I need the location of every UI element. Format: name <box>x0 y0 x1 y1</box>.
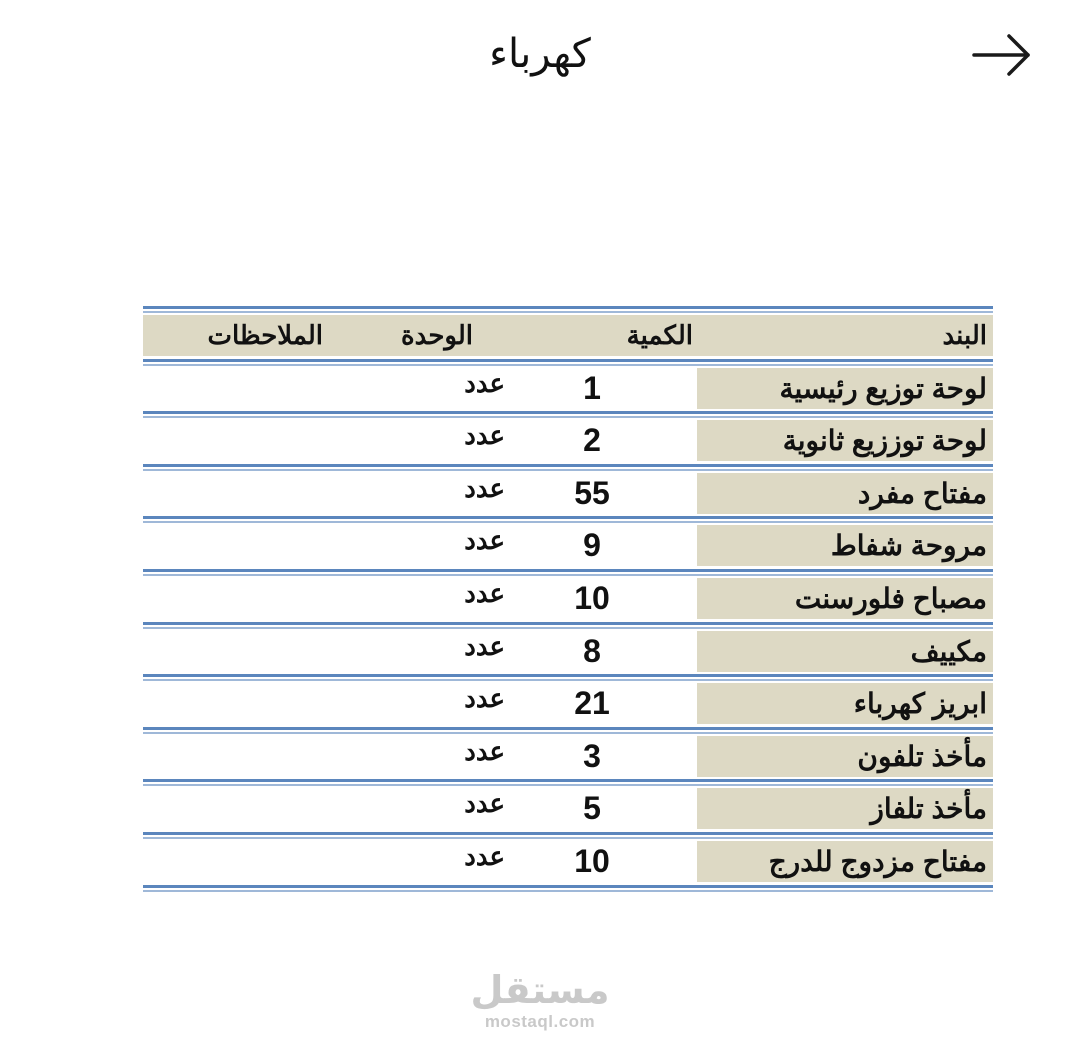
header-item: البند <box>697 315 993 356</box>
quantity-cell: 9 <box>583 527 601 564</box>
notes-cell <box>143 578 385 619</box>
arrow-right-icon <box>968 30 1034 80</box>
notes-cell <box>143 525 385 566</box>
notes-cell <box>143 368 385 409</box>
item-cell: مروحة شفاط <box>697 525 993 566</box>
unit-cell: عدد <box>464 840 505 871</box>
quantity-cell: 21 <box>574 685 610 722</box>
item-cell: لوحة توزيع رئيسية <box>697 368 993 409</box>
table-row <box>143 411 993 464</box>
table-bottom-rule <box>143 885 993 893</box>
table-row <box>143 464 993 517</box>
item-cell: مصباح فلورسنت <box>697 578 993 619</box>
table-row <box>143 832 993 885</box>
page-title: كهرباء <box>489 31 591 77</box>
table-row <box>143 516 993 569</box>
item-cell: مأخذ تلفاز <box>697 788 993 829</box>
notes-cell <box>143 788 385 829</box>
unit-cell: عدد <box>464 577 505 608</box>
watermark-latin: mostaql.com <box>484 1012 596 1031</box>
item-cell: مفتاح مزدوج للدرج <box>697 841 993 882</box>
notes-cell <box>143 683 385 724</box>
quantity-cell: 2 <box>583 422 601 459</box>
notes-cell <box>143 736 385 777</box>
notes-cell <box>143 841 385 882</box>
table-row <box>143 779 993 832</box>
item-cell: مكييف <box>697 631 993 672</box>
header-unit: الوحدة <box>387 315 487 356</box>
quantity-cell: 10 <box>574 842 610 879</box>
notes-cell <box>143 631 385 672</box>
back-button[interactable] <box>968 30 1034 80</box>
table-row <box>143 569 993 622</box>
notes-cell <box>143 420 385 461</box>
quantity-cell: 3 <box>583 737 601 774</box>
quantity-cell: 5 <box>583 790 601 827</box>
quantity-cell: 1 <box>583 369 601 406</box>
unit-cell: عدد <box>464 788 505 819</box>
item-cell: ابريز كهرباء <box>697 683 993 724</box>
notes-cell <box>143 473 385 514</box>
table-row <box>143 727 993 780</box>
table-row <box>143 622 993 675</box>
table-header-row <box>143 306 993 359</box>
header-quantity: الكمية <box>487 315 697 356</box>
header-notes: الملاحظات <box>143 315 387 356</box>
item-cell: مأخذ تلفون <box>697 736 993 777</box>
unit-cell: عدد <box>464 630 505 661</box>
unit-cell: عدد <box>464 367 505 398</box>
items-table <box>143 306 993 893</box>
table-row <box>143 674 993 727</box>
watermark <box>440 968 640 1032</box>
unit-cell: عدد <box>464 420 505 451</box>
table-row <box>143 359 993 412</box>
unit-cell: عدد <box>464 683 505 714</box>
unit-cell: عدد <box>464 525 505 556</box>
item-cell: لوحة توززيع ثانوية <box>697 420 993 461</box>
quantity-cell: 55 <box>574 474 610 511</box>
quantity-cell: 8 <box>583 632 601 669</box>
unit-cell: عدد <box>464 472 505 503</box>
unit-cell: عدد <box>464 735 505 766</box>
watermark-arabic: مستقل <box>470 968 610 1012</box>
quantity-cell: 10 <box>574 579 610 616</box>
item-cell: مفتاح مفرد <box>697 473 993 514</box>
